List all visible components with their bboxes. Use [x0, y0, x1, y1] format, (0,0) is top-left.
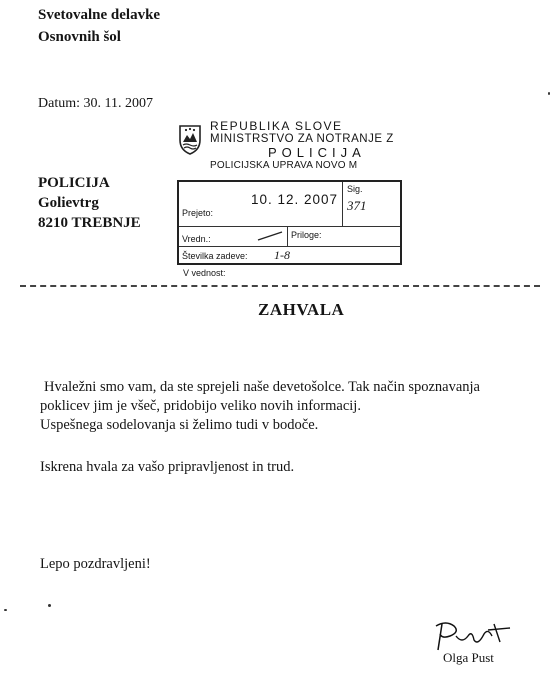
cc-label: V vednost:: [183, 268, 226, 278]
scan-speck: [48, 604, 51, 607]
recipient-line-3: 8210 TREBNJE: [38, 215, 141, 231]
fold-line: [20, 285, 540, 287]
received-date: 10. 12. 2007: [251, 192, 339, 207]
scan-speck: [4, 609, 7, 611]
stamp-divider-2: [179, 246, 400, 247]
stamp-divider-1: [179, 226, 400, 227]
recipient-block: [38, 173, 141, 233]
value-label: Vredn.:: [182, 234, 211, 244]
ministry-stamp-header: [210, 120, 394, 172]
signer-name: Olga Pust: [443, 650, 494, 665]
scan-speck: [548, 92, 550, 95]
sender-line-2: Osnovnih šol: [38, 29, 121, 45]
value-check-mark: [257, 230, 283, 242]
signature-label: Sig.: [347, 184, 363, 194]
attachments-label: Priloge:: [291, 230, 322, 240]
registry-stamp-box: [177, 180, 402, 265]
received-label: Prejeto:: [182, 208, 214, 218]
body-line-1: Hvaležni smo vam, da ste sprejeli naše devetošolce. Tak način spoznavanja: [44, 379, 480, 395]
body-line-2: poklicev jim je všeč, pridobijo veliko novih informacij.: [40, 398, 361, 414]
slovenian-coat-of-arms-icon: [178, 124, 202, 161]
stamp-header-republic: REPUBLIKA SLOVE: [210, 119, 343, 133]
greeting: Lepo pozdravljeni!: [40, 556, 151, 572]
case-number-value: 1-8: [274, 248, 290, 262]
case-number-label: Številka zadeve:: [182, 251, 248, 261]
sender-line-1: Svetovalne delavke: [38, 7, 161, 23]
closing-thanks: Iskrena hvala za vašo pripravljenost in trud.: [40, 459, 295, 475]
stamp-vertical-divider-1: [342, 182, 343, 226]
signature-value: 371: [347, 198, 367, 213]
recipient-line-1: POLICIJA: [38, 175, 110, 191]
letter-body: [40, 378, 480, 435]
stamp-header-directorate: POLICIJSKA UPRAVA NOVO M: [210, 160, 358, 171]
stamp-header-ministry: MINISTRSTVO ZA NOTRANJE Z: [210, 133, 394, 145]
document-date: Datum: 30. 11. 2007: [38, 96, 153, 111]
stamp-vertical-divider-2: [287, 226, 288, 246]
recipient-line-2: Golievtrg: [38, 195, 99, 211]
body-line-3: Uspešnega sodelovanja si želimo tudi v bodoče.: [40, 417, 319, 433]
stamp-header-police: POLICIJA: [268, 145, 366, 160]
document-title: ZAHVALA: [258, 300, 345, 319]
sender-block: [38, 4, 160, 48]
